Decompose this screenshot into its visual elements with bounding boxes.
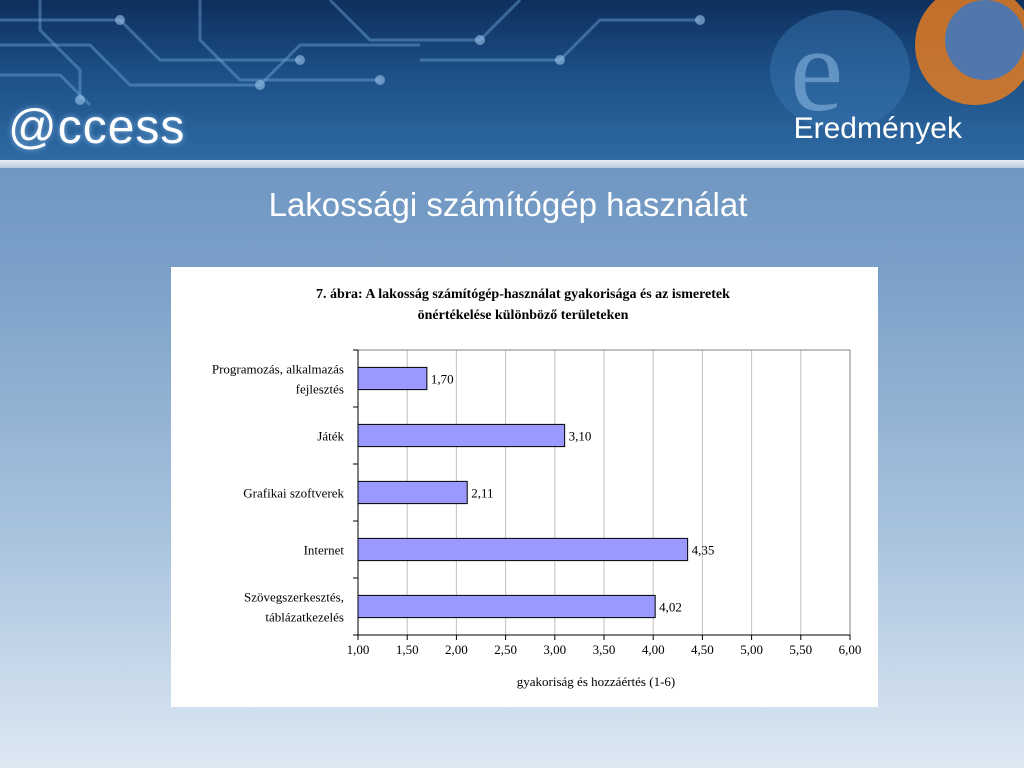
x-tick-label: 4,50	[691, 642, 714, 657]
firefox-logo-decoration	[915, 0, 1024, 105]
slide-title: Lakossági számítógép használat	[268, 186, 748, 223]
chart-panel	[171, 267, 878, 707]
bar-value-label: 4,35	[691, 542, 715, 558]
x-tick-label: 1,00	[346, 642, 370, 657]
x-tick-label: 1,50	[395, 642, 419, 657]
category-label: Internet	[303, 542, 344, 558]
chart-title-line: önértékelése különböző területeken	[417, 308, 629, 323]
x-tick-label: 5,50	[789, 642, 813, 657]
bar	[358, 595, 655, 617]
access-logo: @ccess	[8, 101, 186, 154]
category-label: fejlesztés	[295, 381, 344, 397]
bar-value-label: 4,02	[659, 599, 682, 615]
x-tick-label: 2,50	[494, 642, 517, 657]
x-tick-label: 4,00	[641, 642, 665, 657]
header-divider	[0, 160, 1024, 168]
x-tick-label: 6,00	[838, 642, 862, 657]
chart-title-line: 7. ábra: A lakosság számítógép-használat gyakorisága és az ismeretek	[316, 287, 730, 302]
bar	[358, 538, 688, 560]
x-tick-label: 5,00	[740, 642, 763, 657]
bar-chart	[171, 267, 878, 707]
category-label: Programozás, alkalmazás	[211, 361, 344, 377]
x-tick-label: 2,00	[445, 642, 468, 657]
svg-text:e: e	[790, 3, 844, 136]
bar-value-label: 3,10	[568, 428, 592, 444]
header-banner	[0, 0, 1024, 160]
bar	[358, 424, 565, 446]
x-tick-label: 3,00	[543, 642, 567, 657]
category-label: Grafikai szoftverek	[243, 485, 344, 501]
x-axis-label: gyakoriság és hozzáértés (1-6)	[516, 674, 676, 689]
category-label: Szövegszerkesztés,	[244, 589, 344, 605]
category-label: táblázatkezelés	[265, 609, 344, 625]
category-label: Játék	[317, 428, 344, 444]
x-tick-label: 3,50	[592, 642, 616, 657]
bar-value-label: 1,70	[430, 371, 454, 387]
bar	[358, 481, 467, 503]
bar	[358, 367, 427, 389]
bar-value-label: 2,11	[471, 485, 494, 501]
section-title: Eredmények	[793, 112, 962, 145]
